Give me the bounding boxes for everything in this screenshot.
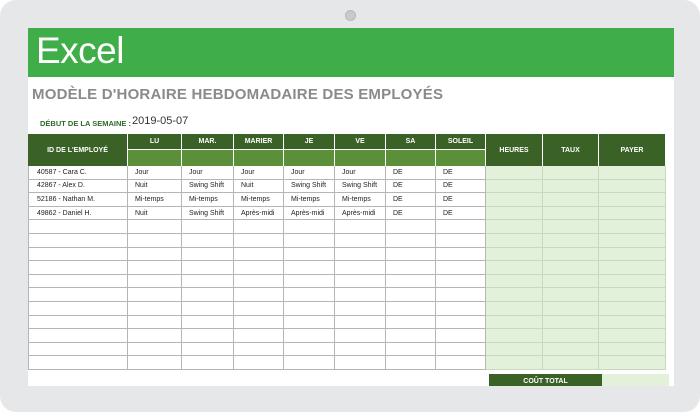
employee-cell[interactable]	[28, 220, 128, 234]
shift-cell[interactable]	[234, 248, 284, 262]
shift-cell[interactable]	[284, 275, 335, 289]
shift-cell[interactable]	[182, 329, 234, 343]
shift-cell[interactable]	[182, 220, 234, 234]
shift-cell[interactable]: Jour	[284, 166, 335, 180]
calc-cell[interactable]	[543, 356, 599, 370]
shift-cell[interactable]	[234, 329, 284, 343]
shift-cell[interactable]	[335, 275, 386, 289]
shift-cell[interactable]	[128, 329, 182, 343]
day-header-sub	[335, 150, 386, 166]
employee-cell[interactable]	[28, 288, 128, 302]
shift-cell[interactable]	[386, 329, 436, 343]
calc-cell[interactable]	[486, 302, 543, 316]
shift-cell[interactable]	[436, 302, 486, 316]
shift-cell[interactable]	[386, 343, 436, 357]
shift-cell[interactable]	[386, 316, 436, 330]
day-header: MARIER	[234, 134, 284, 150]
shift-cell[interactable]	[182, 343, 234, 357]
summary-header: TAUX	[543, 134, 599, 166]
shift-cell[interactable]	[386, 234, 436, 248]
calc-cell[interactable]	[486, 275, 543, 289]
shift-cell[interactable]	[284, 356, 335, 370]
shift-cell[interactable]	[182, 261, 234, 275]
calc-cell[interactable]	[599, 302, 666, 316]
shift-cell[interactable]: DE	[386, 193, 436, 207]
shift-cell[interactable]	[284, 288, 335, 302]
employee-cell[interactable]	[28, 248, 128, 262]
shift-cell[interactable]	[436, 343, 486, 357]
calc-cell[interactable]	[543, 288, 599, 302]
shift-cell[interactable]	[436, 234, 486, 248]
shift-cell[interactable]: Après-midi	[335, 207, 386, 221]
calc-cell[interactable]	[543, 207, 599, 221]
shift-cell[interactable]	[128, 220, 182, 234]
shift-cell[interactable]: Nuit	[234, 180, 284, 194]
calc-cell[interactable]	[486, 261, 543, 275]
summary-header: PAYER	[599, 134, 666, 166]
shift-cell[interactable]	[386, 248, 436, 262]
shift-cell[interactable]	[128, 261, 182, 275]
day-header: VE	[335, 134, 386, 150]
employee-cell[interactable]: 40587 - Cara C.	[28, 166, 128, 180]
page-title: MODÈLE D'HORAIRE HEBDOMADAIRE DES EMPLOYÉS	[32, 86, 444, 103]
shift-cell[interactable]: Mi-temps	[182, 193, 234, 207]
shift-cell[interactable]	[284, 220, 335, 234]
shift-cell[interactable]	[182, 248, 234, 262]
spreadsheet-screen	[28, 28, 674, 386]
shift-cell[interactable]	[284, 234, 335, 248]
day-header: LU	[128, 134, 182, 150]
shift-cell[interactable]	[335, 234, 386, 248]
employee-id-header: ID DE L'EMPLOYÉ	[28, 134, 128, 166]
employee-cell[interactable]	[28, 356, 128, 370]
shift-cell[interactable]	[436, 329, 486, 343]
shift-cell[interactable]	[284, 302, 335, 316]
shift-cell[interactable]	[182, 288, 234, 302]
shift-cell[interactable]	[386, 275, 436, 289]
shift-cell[interactable]: Jour	[182, 166, 234, 180]
week-start-label: DÉBUT DE LA SEMAINE :	[40, 119, 131, 128]
summary-header: HEURES	[486, 134, 543, 166]
day-header-sub	[284, 150, 335, 166]
shift-cell[interactable]: DE	[386, 207, 436, 221]
shift-cell[interactable]	[436, 316, 486, 330]
shift-cell[interactable]	[335, 343, 386, 357]
shift-cell[interactable]	[128, 234, 182, 248]
shift-cell[interactable]	[335, 329, 386, 343]
shift-cell[interactable]	[128, 316, 182, 330]
day-header: SOLEIL	[436, 134, 486, 150]
shift-cell[interactable]	[335, 248, 386, 262]
schedule-table	[28, 134, 666, 370]
calc-cell[interactable]	[486, 356, 543, 370]
calc-cell[interactable]	[543, 275, 599, 289]
shift-cell[interactable]	[128, 275, 182, 289]
shift-cell[interactable]	[436, 248, 486, 262]
shift-cell[interactable]	[284, 248, 335, 262]
camera-icon	[345, 10, 356, 21]
shift-cell[interactable]: Jour	[335, 166, 386, 180]
shift-cell[interactable]	[128, 248, 182, 262]
app-title: Excel	[36, 30, 124, 71]
shift-cell[interactable]	[128, 356, 182, 370]
calc-cell[interactable]	[599, 234, 666, 248]
shift-cell[interactable]: DE	[436, 193, 486, 207]
shift-cell[interactable]	[386, 302, 436, 316]
calc-cell[interactable]	[486, 193, 543, 207]
calc-cell[interactable]	[486, 180, 543, 194]
calc-cell[interactable]	[486, 343, 543, 357]
shift-cell[interactable]	[335, 316, 386, 330]
employee-cell[interactable]: 52186 - Nathan M.	[28, 193, 128, 207]
day-header-sub	[386, 150, 436, 166]
employee-cell[interactable]: 42867 - Alex D.	[28, 180, 128, 194]
shift-cell[interactable]: Nuit	[128, 207, 182, 221]
employee-cell[interactable]	[28, 234, 128, 248]
shift-cell[interactable]	[386, 356, 436, 370]
calc-cell[interactable]	[486, 220, 543, 234]
day-header-sub	[182, 150, 234, 166]
shift-cell[interactable]: Swing Shift	[182, 180, 234, 194]
shift-cell[interactable]: Jour	[234, 166, 284, 180]
calc-cell[interactable]	[599, 180, 666, 194]
shift-cell[interactable]	[436, 261, 486, 275]
shift-cell[interactable]: DE	[436, 180, 486, 194]
shift-cell[interactable]	[182, 302, 234, 316]
shift-cell[interactable]: DE	[386, 180, 436, 194]
calc-cell[interactable]	[543, 180, 599, 194]
shift-cell[interactable]	[128, 302, 182, 316]
shift-cell[interactable]	[335, 288, 386, 302]
employee-cell[interactable]	[28, 343, 128, 357]
shift-cell[interactable]: Mi-temps	[234, 193, 284, 207]
calc-cell[interactable]	[599, 220, 666, 234]
shift-cell[interactable]	[234, 343, 284, 357]
shift-cell[interactable]	[182, 316, 234, 330]
calc-cell[interactable]	[486, 248, 543, 262]
shift-cell[interactable]	[234, 288, 284, 302]
shift-cell[interactable]	[182, 356, 234, 370]
shift-cell[interactable]: Mi-temps	[128, 193, 182, 207]
shift-cell[interactable]	[234, 220, 284, 234]
calc-cell[interactable]	[599, 261, 666, 275]
week-start-value[interactable]: 2019-05-07	[132, 115, 189, 127]
shift-cell[interactable]: Swing Shift	[182, 207, 234, 221]
calc-cell[interactable]	[543, 329, 599, 343]
shift-cell[interactable]	[182, 234, 234, 248]
shift-cell[interactable]	[234, 261, 284, 275]
shift-cell[interactable]	[335, 356, 386, 370]
calc-cell[interactable]	[486, 329, 543, 343]
employee-cell[interactable]	[28, 302, 128, 316]
day-header-sub	[128, 150, 182, 166]
employee-cell[interactable]	[28, 316, 128, 330]
calc-cell[interactable]	[599, 316, 666, 330]
shift-cell[interactable]	[436, 220, 486, 234]
calc-cell[interactable]	[486, 288, 543, 302]
calc-cell[interactable]	[599, 207, 666, 221]
calc-cell[interactable]	[486, 234, 543, 248]
day-header: JE	[284, 134, 335, 150]
calc-cell[interactable]	[599, 329, 666, 343]
day-header-sub	[234, 150, 284, 166]
shift-cell[interactable]	[128, 288, 182, 302]
shift-cell[interactable]	[436, 288, 486, 302]
shift-cell[interactable]: Après-midi	[284, 207, 335, 221]
shift-cell[interactable]	[234, 356, 284, 370]
shift-cell[interactable]	[436, 275, 486, 289]
shift-cell[interactable]	[335, 261, 386, 275]
shift-cell[interactable]	[182, 275, 234, 289]
employee-cell[interactable]	[28, 261, 128, 275]
calc-cell[interactable]	[486, 316, 543, 330]
calc-cell[interactable]	[543, 220, 599, 234]
calc-cell[interactable]	[599, 193, 666, 207]
shift-cell[interactable]	[128, 343, 182, 357]
shift-cell[interactable]: Mi-temps	[335, 193, 386, 207]
shift-cell[interactable]: Mi-temps	[284, 193, 335, 207]
calc-cell[interactable]	[543, 302, 599, 316]
calc-cell[interactable]	[543, 234, 599, 248]
shift-cell[interactable]	[284, 261, 335, 275]
shift-cell[interactable]	[284, 316, 335, 330]
day-header: SA	[386, 134, 436, 150]
total-cost-value[interactable]	[602, 374, 669, 386]
shift-cell[interactable]	[386, 220, 436, 234]
calc-cell[interactable]	[543, 193, 599, 207]
total-cost-label: COÛT TOTAL	[489, 374, 602, 386]
calc-cell[interactable]	[486, 166, 543, 180]
shift-cell[interactable]	[335, 220, 386, 234]
calc-cell[interactable]	[543, 166, 599, 180]
shift-cell[interactable]	[284, 329, 335, 343]
calc-cell[interactable]	[599, 166, 666, 180]
calc-cell[interactable]	[599, 248, 666, 262]
shift-cell[interactable]	[386, 288, 436, 302]
shift-cell[interactable]: Après-midi	[234, 207, 284, 221]
shift-cell[interactable]: Swing Shift	[284, 180, 335, 194]
shift-cell[interactable]	[436, 356, 486, 370]
shift-cell[interactable]	[234, 302, 284, 316]
shift-cell[interactable]: DE	[436, 166, 486, 180]
shift-cell[interactable]	[234, 234, 284, 248]
calc-cell[interactable]	[599, 275, 666, 289]
employee-cell[interactable]: 49862 - Daniel H.	[28, 207, 128, 221]
employee-cell[interactable]	[28, 329, 128, 343]
calc-cell[interactable]	[543, 261, 599, 275]
shift-cell[interactable]	[386, 261, 436, 275]
employee-cell[interactable]	[28, 275, 128, 289]
shift-cell[interactable]: DE	[436, 207, 486, 221]
shift-cell[interactable]	[234, 275, 284, 289]
calc-cell[interactable]	[599, 288, 666, 302]
calc-cell[interactable]	[599, 343, 666, 357]
calc-cell[interactable]	[486, 207, 543, 221]
shift-cell[interactable]: DE	[386, 166, 436, 180]
shift-cell[interactable]: Swing Shift	[335, 180, 386, 194]
app-banner	[28, 28, 674, 77]
day-header: MAR.	[182, 134, 234, 150]
calc-cell[interactable]	[543, 248, 599, 262]
shift-cell[interactable]: Jour	[128, 166, 182, 180]
day-header-sub	[436, 150, 486, 166]
shift-cell[interactable]	[234, 316, 284, 330]
calc-cell[interactable]	[543, 343, 599, 357]
shift-cell[interactable]	[284, 343, 335, 357]
shift-cell[interactable]	[335, 302, 386, 316]
shift-cell[interactable]: Nuit	[128, 180, 182, 194]
calc-cell[interactable]	[543, 316, 599, 330]
calc-cell[interactable]	[599, 356, 666, 370]
